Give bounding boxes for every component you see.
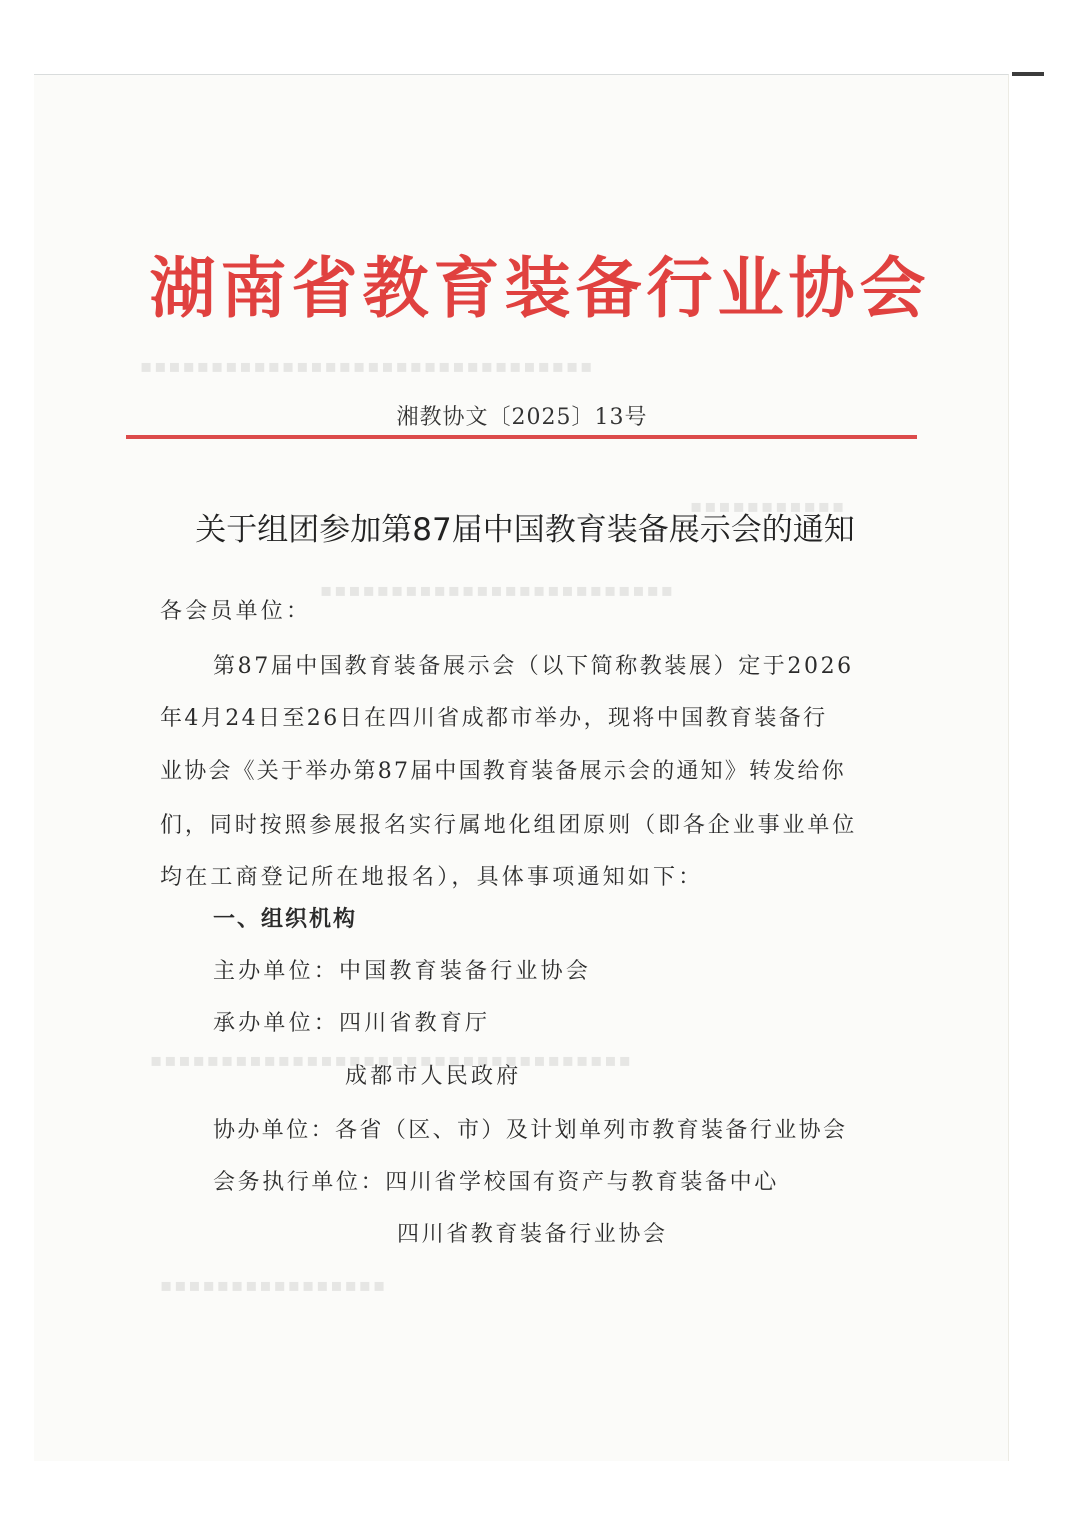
organizer-value: 中国教育装备行业协会: [339, 959, 592, 984]
organizer-value: 四川省教育厅: [339, 1011, 491, 1036]
organizer-label: 协办单位：: [213, 1118, 336, 1143]
show-through-text: ▪▪▪▪▪▪▪▪▪▪▪▪▪▪▪▪▪▪▪▪▪▪▪▪▪▪▪▪▪▪▪▪: [140, 356, 595, 377]
organizer-label: 承办单位：: [213, 1011, 340, 1036]
show-through-text: ▪▪▪▪▪▪▪▪▪▪▪: [690, 496, 847, 517]
paragraph-line: 第87届中国教育装备展示会（以下简称教装展）定于2026: [213, 654, 854, 679]
show-through-text: ▪▪▪▪▪▪▪▪▪▪▪▪▪▪▪▪▪▪▪▪▪▪▪▪▪▪▪▪▪▪▪▪▪▪: [150, 1050, 633, 1071]
organizer-co-host: [213, 1115, 847, 1147]
salutation: 各会员单位：: [160, 599, 312, 624]
organizer-label: 主办单位：: [213, 959, 340, 984]
scan-edge-mark: [1012, 72, 1044, 76]
issuing-organization-header: 湖南省教育装备行业协会: [149, 250, 931, 327]
paragraph-line: 年4月24日至26日在四川省成都市举办，现将中国教育装备行: [160, 706, 828, 731]
document-number: 湘教协文〔2025〕13号: [396, 405, 648, 430]
red-header-rule: [126, 435, 917, 439]
organizer-value: 成都市人民政府: [345, 1064, 522, 1089]
organizer-executor-2: [397, 1219, 668, 1251]
paragraph-line: 均在工商登记所在地报名），具体事项通知如下：: [160, 865, 704, 890]
organizer-value: 四川省学校国有资产与教育装备中心: [385, 1170, 779, 1195]
paragraph-line: 们，同时按照参展报名实行属地化组团原则（即各企业事业单位: [160, 813, 858, 838]
show-through-text: ▪▪▪▪▪▪▪▪▪▪▪▪▪▪▪▪▪▪▪▪▪▪▪▪▪: [320, 580, 675, 601]
organizer-value: 四川省教育装备行业协会: [397, 1222, 668, 1247]
organizer-executor: [213, 1167, 779, 1199]
organizer-host: [213, 956, 591, 988]
organizer-value: 各省（区、市）及计划单列市教育装备行业协会: [335, 1118, 848, 1143]
organizer-undertaker-2: [345, 1061, 521, 1093]
organizer-undertaker: [213, 1008, 490, 1040]
paragraph-line: 业协会《关于举办第87届中国教育装备展示会的通知》转发给你: [160, 759, 846, 784]
organizer-label: 会务执行单位：: [213, 1170, 386, 1195]
show-through-text: ▪▪▪▪▪▪▪▪▪▪▪▪▪▪▪▪: [160, 1275, 388, 1296]
section-heading: 一、组织机构: [213, 907, 358, 932]
notice-title: 关于组团参加第87届中国教育装备展示会的通知: [195, 512, 855, 548]
